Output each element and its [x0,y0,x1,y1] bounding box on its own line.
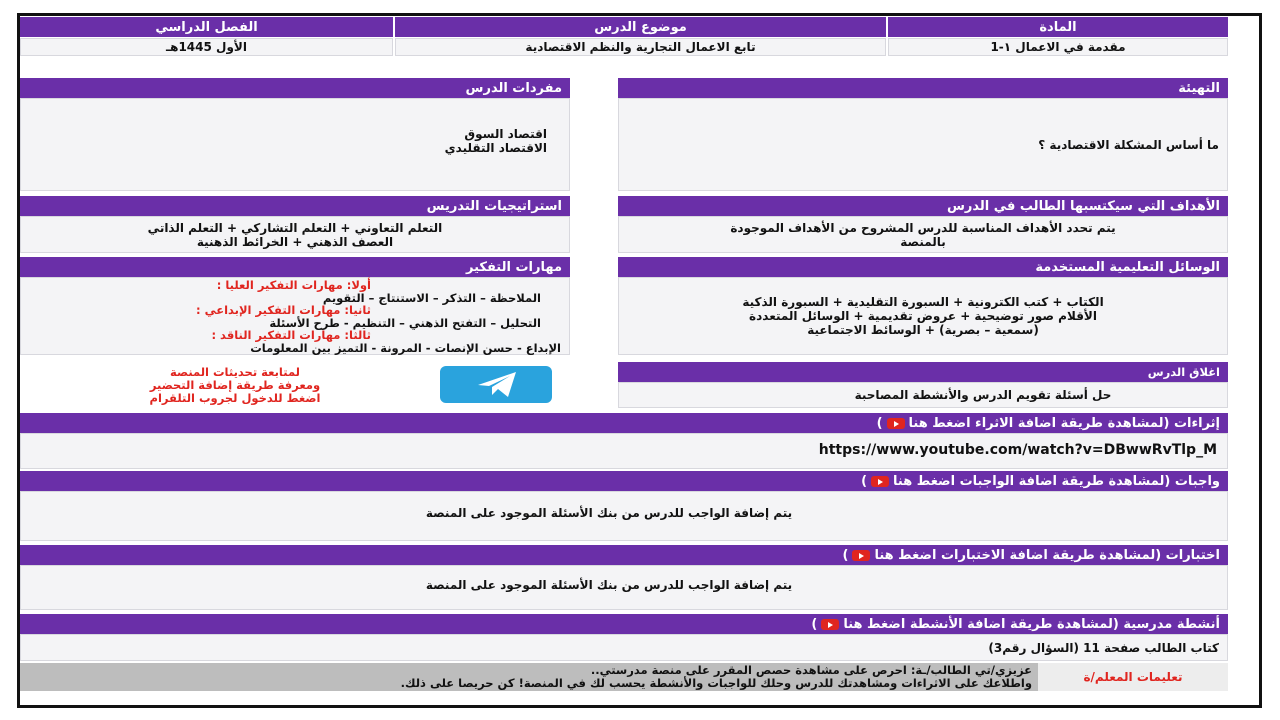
media-line-2: الأقلام صور توضيحية + عروض تقديمية + الوسائل المتعددة [749,309,1097,323]
strategies-line-1: التعلم التعاوني + التعلم التشاركي + التعلم الذاتي [147,221,443,235]
telegram-line-1: لمتابعة تحديثات المنصة [170,365,300,379]
youtube-icon [852,550,870,561]
homework-header[interactable] [20,471,1228,491]
skills-heading-1: أولا: مهارات التفكير العليا : [216,278,371,292]
strategies-box [20,216,570,253]
topic-header: موضوع الدرس [395,17,886,37]
intro-box [618,98,1228,191]
intro-header: التهيئة [618,78,1228,98]
telegram-line-2: ومعرفة طريقة إضافة التحضير [149,378,321,392]
activities-close: ) [811,617,818,632]
tests-title: اختبارات (لمشاهدة طريقة اضافة الاختبارات اضغط هنا [874,548,1220,563]
intro-text: ما أساس المشكلة الاقتصادية ؟ [1038,138,1219,152]
tests-box [20,565,1228,610]
goals-line-2: بالمنصة [900,235,946,249]
teacher-line-2: واطلاعك على الاثراءات ومشاهدتك للدرس وحلك للواجبات والأنشطة يحسب لك في المنصة! كن حريصا على ذلك. [400,676,1032,690]
skills-box [20,277,570,355]
enrich-close: ) [876,416,883,431]
youtube-icon [871,476,889,487]
homework-text: يتم إضافة الواجب للدرس من بنك الأسئلة الموجود على المنصة [425,506,793,520]
teacher-line-1: عزيزي/تي الطالب/ـة: احرص على مشاهدة حصص المقرر على منصة مدرستي.. [590,663,1032,677]
subject-header: المادة [888,17,1228,37]
strategies-line-2: العصف الذهني + الخرائط الذهنية [196,235,394,249]
semester-value: الأول 1445هـ [20,38,393,56]
goals-box [618,216,1228,253]
semester-header: الفصل الدراسي [20,17,393,37]
tests-header[interactable] [20,545,1228,565]
youtube-icon [887,418,905,429]
enrich-header[interactable] [20,413,1228,433]
closing-box [618,382,1228,408]
skills-line-1: الملاحظة – التذكر – الاستنتاج – التقويم [322,290,541,305]
skills-line-2: التحليل – التفتح الذهني – التنظيم - طرح الأسئلة [269,315,541,330]
enrich-title: إثراءات (لمشاهدة طريقة اضافة الاثراء اضغط هنا [908,416,1220,431]
skills-heading-2: ثانيا: مهارات التفكير الإبداعي : [196,303,371,318]
vocab-box [20,98,570,191]
teacher-text [22,664,1032,690]
closing-text: حل أسئلة تقويم الدرس والأنشطة المصاحبة [854,388,1112,402]
telegram-line-3: اضغط للدخول لجروب التلقرام [149,391,321,405]
enrich-box [20,433,1228,469]
activities-title: أنشطة مدرسية (لمشاهدة طريقة اضافة الأنشطة اضغط هنا [843,617,1220,632]
subject-value: مقدمة في الاعمال ١-1 [888,38,1228,56]
homework-close: ) [861,474,868,489]
skills-heading-3: ثالثا: مهارات التفكير الناقد : [211,328,371,343]
media-header: الوسائل التعليمية المستخدمة [618,257,1228,277]
goals-header: الأهداف التي سيكتسبها الطالب في الدرس [618,196,1228,216]
vocab-header: مفردات الدرس [20,78,570,98]
skills-line-3: الإبداع - حسن الإنصات - المرونة - التميز بين المعلومات [250,340,561,355]
lesson-plan [20,17,1230,691]
media-line-1: الكتاب + كتب الكترونية + السبورة التقليدية + السبورة الذكية [742,295,1104,309]
homework-box [20,491,1228,541]
tests-close: ) [842,548,849,563]
tests-text: يتم إضافة الواجب للدرس من بنك الأسئلة الموجود على المنصة [425,578,793,592]
media-box [618,277,1228,355]
topic-value: تابع الاعمال التجارية والنظم الاقتصادية [395,38,886,56]
vocab-line-2: الاقتصاد التقليدي [444,141,547,155]
telegram-icon[interactable] [440,366,552,403]
activities-text: كتاب الطالب صفحة 11 (السؤال رقم3) [988,641,1219,655]
vocab-line-1: اقتصاد السوق [464,127,547,141]
closing-header: اغلاق الدرس [618,362,1228,382]
goals-line-1: يتم تحدد الأهداف المناسبة للدرس المشروح من الأهداف الموجودة [730,221,1116,235]
activities-box [20,634,1228,661]
teacher-row [20,663,1228,691]
enrich-url[interactable]: https://www.youtube.com/watch?v=DBwwRvTlp_M [818,442,1217,458]
telegram-promo[interactable] [85,366,385,405]
homework-title: واجبات (لمشاهدة طريقة اضافة الواجبات اضغط هنا [893,474,1220,489]
strategies-header: استراتيجيات التدريس [20,196,570,216]
telegram-plane-icon [440,366,552,403]
media-line-3: (سمعية – بصرية) + الوسائط الاجتماعية [807,323,1039,337]
teacher-label: تعليمات المعلم/ة [1038,663,1228,691]
activities-header[interactable] [20,614,1228,634]
youtube-icon [821,619,839,630]
skills-header: مهارات التفكير [20,257,570,277]
